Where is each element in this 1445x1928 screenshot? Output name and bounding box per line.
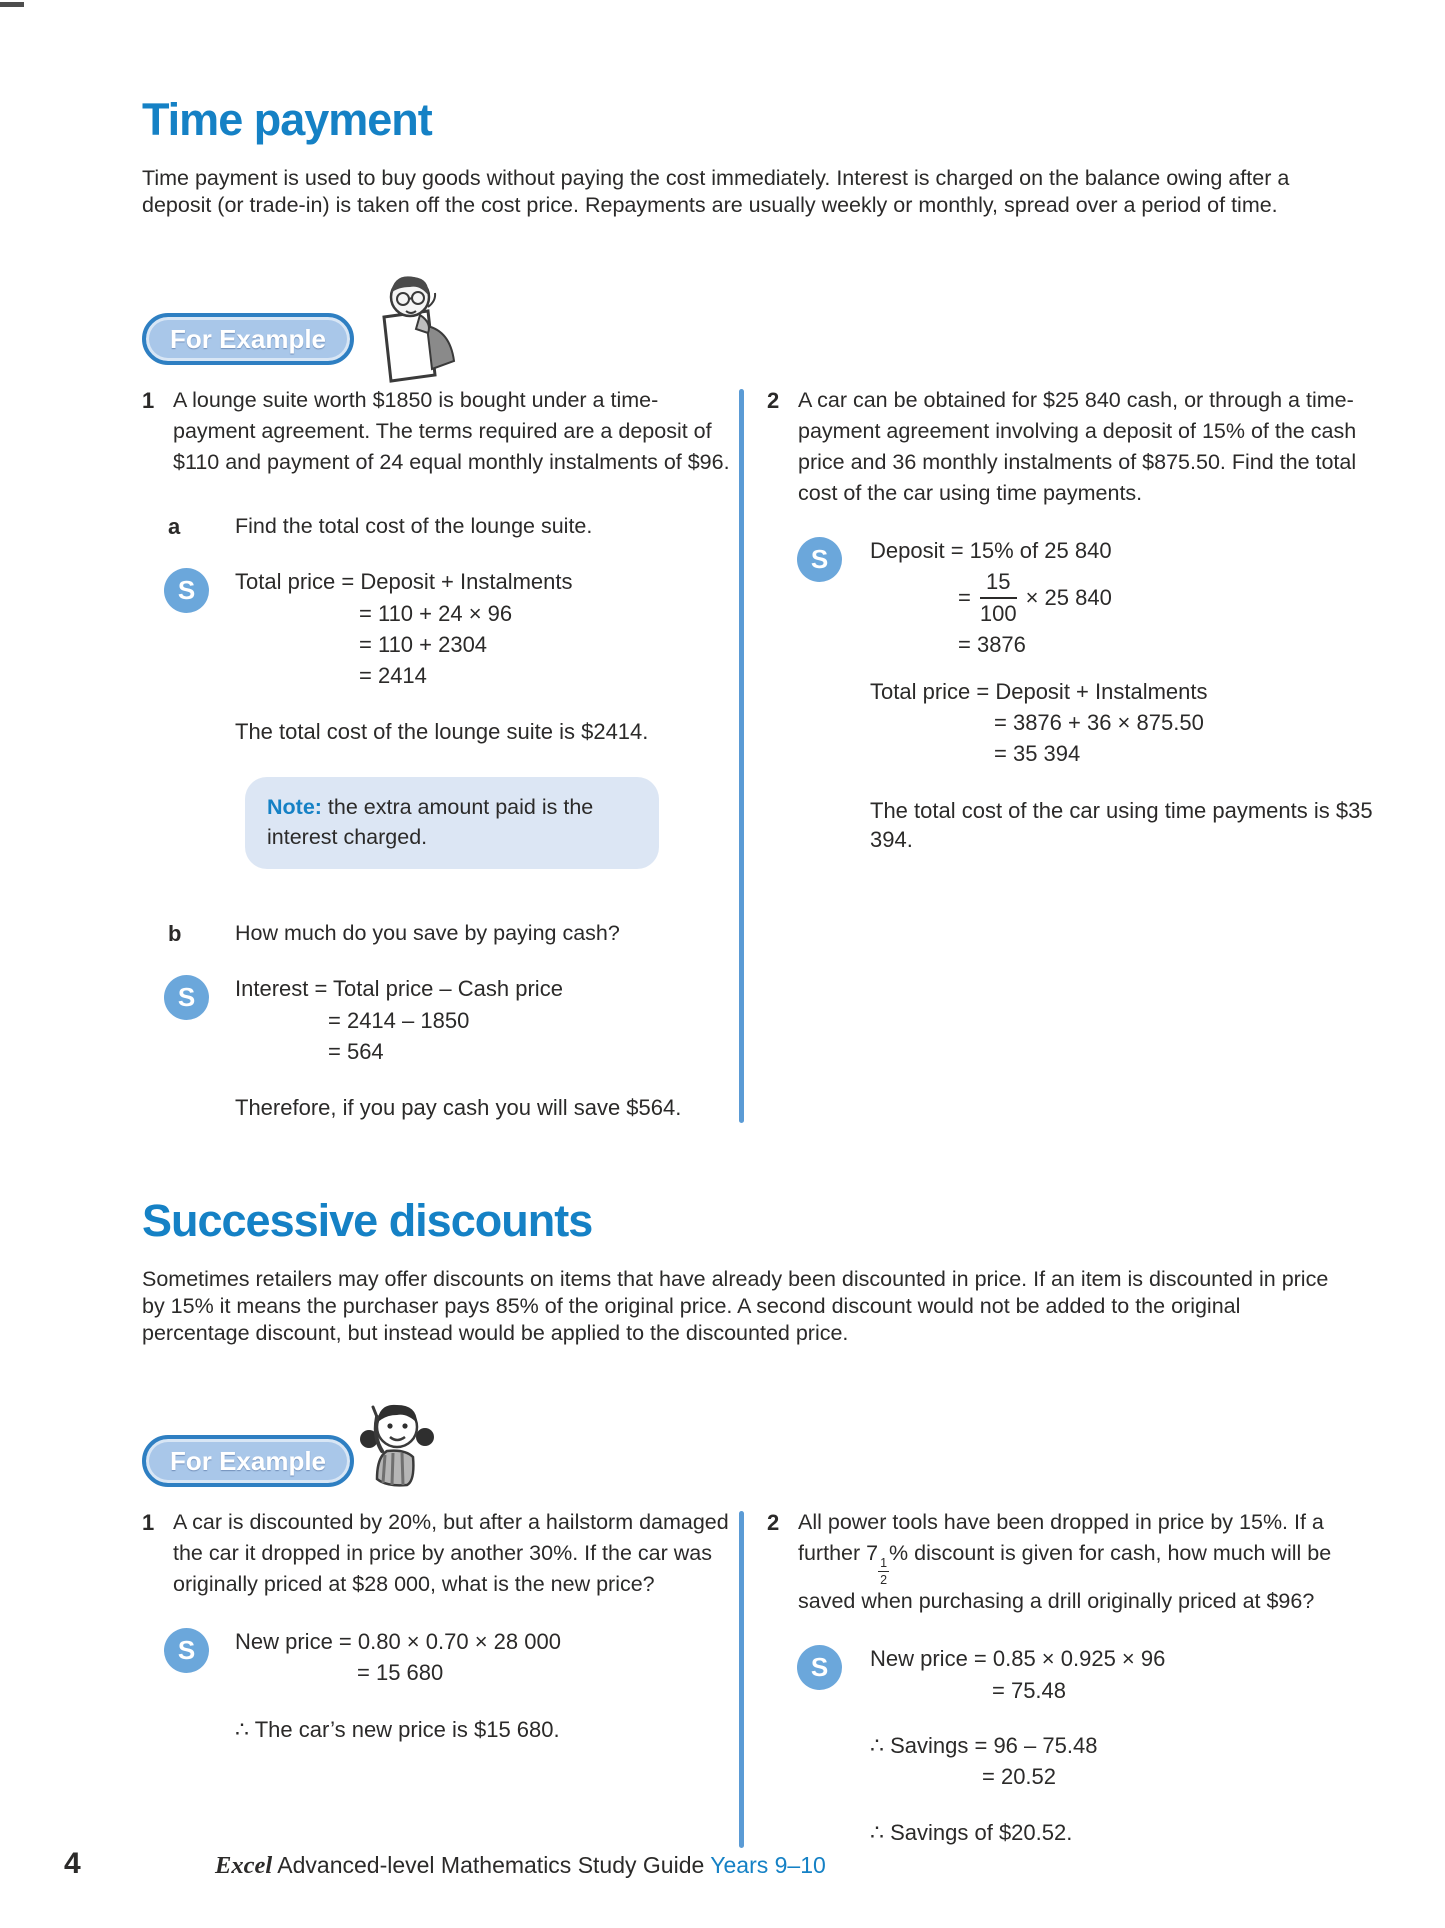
solution-ex1 — [142, 1626, 730, 1688]
example-1-column — [142, 1507, 730, 1848]
solution-a-equations — [235, 566, 573, 691]
solution-ex2-result: ∴ Savings of $20.52. — [870, 1820, 1073, 1846]
for-example-banner-1 — [142, 271, 1392, 375]
solution-ex1-result: ∴ The car’s new price is $15 680. — [235, 1716, 560, 1742]
worked-examples-successive-discounts — [142, 1507, 1392, 1848]
for-example-banner-2 — [142, 1393, 1392, 1497]
solution-ex2 — [767, 535, 1379, 769]
problem-text: A car can be obtained for $25 840 cash, or through a time-payment agreement involving a deposit of 15% of the cash price and 36 monthly instalments of $875.50. Find the total cost of the car using time payments. — [798, 388, 1357, 506]
section-heading-successive-discounts: Successive discounts — [142, 1194, 593, 1246]
page-number: 4 — [64, 1847, 81, 1880]
for-example-pill — [142, 1435, 354, 1487]
equation-line: = 110 + 24 × 96 — [359, 600, 513, 626]
fraction-denominator: 100 — [979, 600, 1017, 626]
example-2-column — [767, 385, 1379, 1123]
solution-ex2-equations — [870, 1643, 1165, 1792]
example-number: 1 — [142, 388, 155, 414]
equals-sign: = — [958, 584, 971, 610]
equation-line: Interest = Total price – Cash price — [235, 976, 563, 1002]
fraction-denominator: 2 — [880, 1572, 888, 1587]
equation-line: ∴ Savings = 96 – 75.48 — [870, 1732, 1098, 1758]
example-number: 2 — [767, 388, 780, 414]
footer-title: Advanced-level Mathematics Study Guide — [277, 1852, 705, 1878]
solution-ex2-equations — [870, 535, 1208, 769]
intro-paragraph-successive-discounts: Sometimes retailers may offer discounts on items that have already been discounted in price. If an item is discounted in price by 15% it means the purchaser pays 85% of the original price. A second discount would not be added to the original percentage discount, but instead would be applied to the discounted price. — [142, 1267, 1329, 1346]
solution-a-result: The total cost of the lounge suite is $2414. — [235, 719, 649, 745]
part-letter: a — [168, 514, 181, 540]
example-number: 2 — [767, 1510, 780, 1536]
solution-b-equations — [235, 973, 563, 1067]
part-a-row — [168, 514, 730, 540]
footer-years: Years 9–10 — [710, 1852, 826, 1878]
page-content — [142, 0, 1392, 1848]
note-box — [245, 777, 659, 869]
equation-line: = 20.52 — [982, 1764, 1057, 1789]
equation-line: = 3876 — [958, 631, 1026, 657]
section-heading-time-payment: Time payment — [142, 94, 432, 145]
solution-b — [142, 973, 730, 1067]
solution-badge-icon: S — [164, 568, 209, 613]
note-text: the extra amount paid is the interest charged. — [267, 795, 594, 850]
equation-line: = 2414 – 1850 — [328, 1007, 470, 1033]
fraction-numerator: 15 — [980, 570, 1017, 598]
equation-line: Deposit = 15% of 25 840 — [870, 538, 1112, 564]
example-number: 1 — [142, 1510, 155, 1536]
part-question: Find the total cost of the lounge suite. — [235, 514, 593, 539]
equation-line: New price = 0.85 × 0.925 × 96 — [870, 1646, 1166, 1672]
fraction-numerator: 1 — [880, 1556, 888, 1571]
footer-title-line — [215, 1852, 826, 1880]
girl-pointing-illustration — [347, 1393, 447, 1508]
solution-badge-icon: S — [797, 537, 842, 582]
solution-ex1-equations — [235, 1626, 561, 1688]
equation-line: = 15 680 — [357, 1660, 444, 1686]
for-example-pill — [142, 313, 354, 365]
part-letter: b — [168, 921, 182, 947]
problem-text: % discount is given for cash, how much will be saved when purchasing a drill originally priced at $96? — [798, 1541, 1332, 1614]
problem-text: All power tools have been dropped in price by 15%. If a further 7 — [798, 1510, 1324, 1566]
equation-line-fraction — [870, 570, 1208, 624]
fraction — [980, 570, 1017, 624]
problem-text: A car is discounted by 20%, but after a hailstorm damaged the car it dropped in price by another 30%. If the car was originally priced at $28 000, what is the new price? — [173, 1510, 729, 1597]
solution-ex2 — [767, 1643, 1379, 1792]
solution-b-result: Therefore, if you pay cash you will save $564. — [235, 1095, 682, 1120]
equation-line: = 110 + 2304 — [359, 631, 488, 657]
equation-line: Total price = Deposit + Instalments — [870, 678, 1208, 704]
for-example-label: For Example — [169, 323, 327, 354]
problem-text-with-fraction — [798, 1507, 1379, 1617]
problem-text: A lounge suite worth $1850 is bought under a time-payment agreement. The terms required are a deposit of $110 and payment of 24 equal monthly instalments of $96. — [173, 388, 730, 475]
part-question: How much do you save by paying cash? — [235, 921, 620, 946]
column-divider-line — [739, 389, 744, 1123]
part-b-row — [168, 921, 730, 947]
worked-examples-time-payment — [142, 385, 1392, 1123]
equation-line: = 3876 + 36 × 875.50 — [994, 710, 1204, 736]
scan-artifact-dash — [0, 2, 24, 7]
solution-badge-icon: S — [164, 1628, 209, 1673]
equation-line: Total price = Deposit + Instalments — [235, 569, 573, 595]
solution-ex2-result: The total cost of the car using time payments is $35 394. — [870, 797, 1373, 853]
note-label: Note: — [267, 795, 322, 820]
for-example-label: For Example — [169, 1445, 327, 1476]
inline-fraction — [878, 1557, 889, 1586]
equation-line: New price = 0.80 × 0.70 × 28 000 — [235, 1629, 561, 1655]
equation-line: = 35 394 — [994, 741, 1081, 767]
brand-logo-text: Excel — [215, 1852, 273, 1879]
example-1-problem — [142, 385, 730, 478]
equation-line: = 75.48 — [992, 1677, 1067, 1703]
equation-line: = 564 — [328, 1038, 384, 1064]
solution-a — [142, 566, 730, 691]
boy-reading-illustration — [332, 271, 460, 388]
example-1-column — [142, 385, 730, 1123]
example-2-problem — [767, 385, 1379, 509]
solution-badge-icon: S — [797, 1645, 842, 1690]
example-2-problem — [767, 1507, 1379, 1617]
example-2-column — [767, 1507, 1379, 1848]
column-divider-line — [739, 1511, 744, 1848]
example-1-problem — [142, 1507, 730, 1600]
fraction-tail: × 25 840 — [1025, 584, 1112, 610]
solution-badge-icon: S — [164, 975, 209, 1020]
equation-line: = 2414 — [359, 662, 427, 688]
intro-paragraph-time-payment: Time payment is used to buy goods without paying the cost immediately. Interest is charged on the balance owing after a deposit (or trade-in) is taken off the cost price. Repayments are usually weekly or monthly, spread over a period of time. — [142, 166, 1290, 218]
